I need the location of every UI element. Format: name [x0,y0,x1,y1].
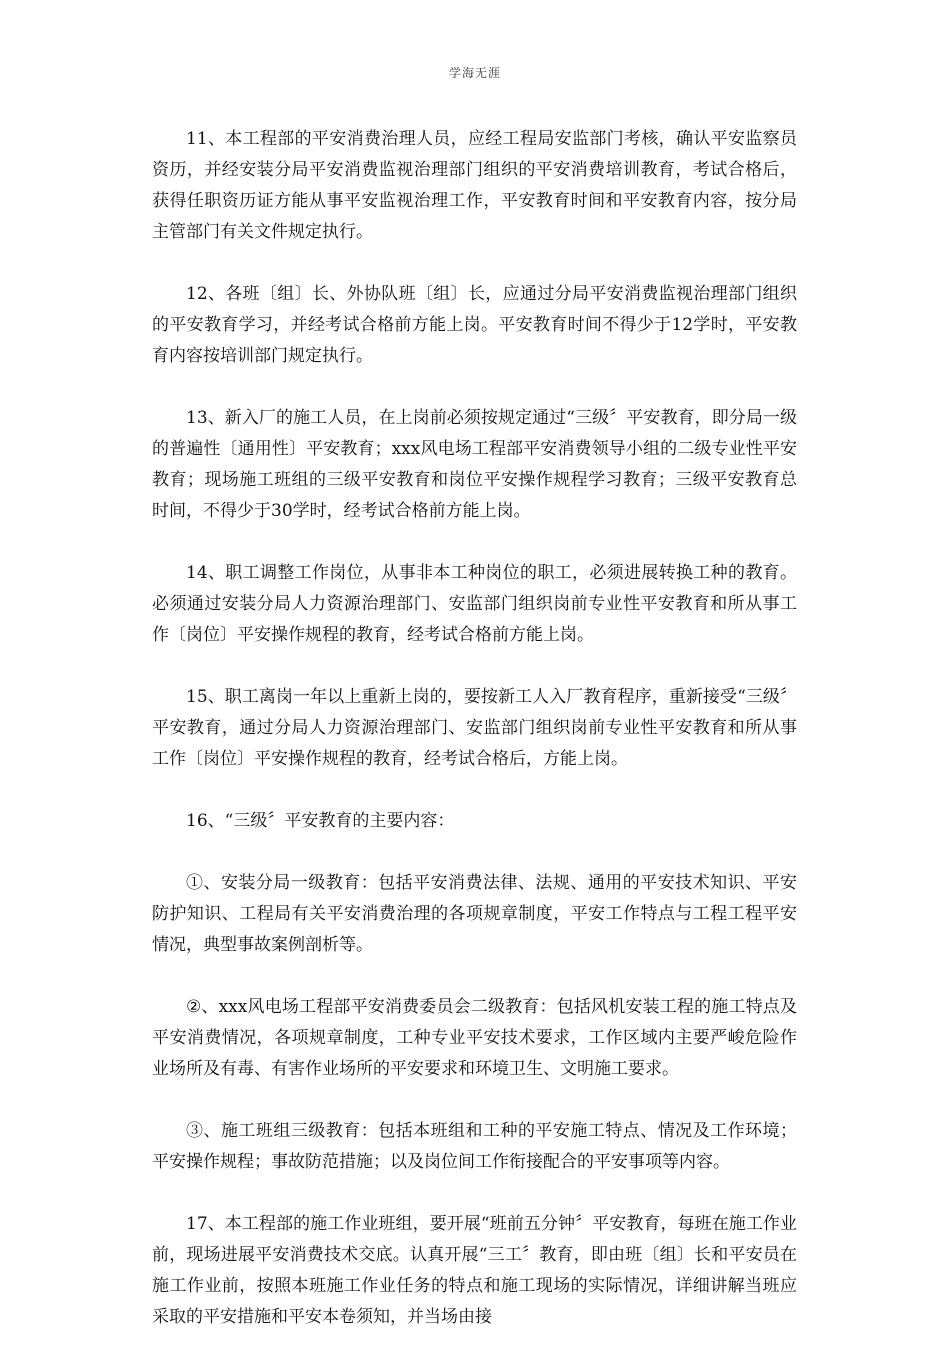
paragraph-16-item-2: ②、xxx风电场工程部平安消费委员会二级教育：包括风机安装工程的施工特点及平安消费情况，各项规章制度，工种专业平安技术要求，工作区域内主要严峻危险作业场所及有毒、有害作业场所的平安要求和环境卫生、文明施工要求。 [152,997,797,1079]
paragraph-17: 17、本工程部的施工作业班组，要开展“班前五分钟〞平安教育，每班在施工作业前，现场进展平安消费技术交底。认真开展“三工〞教育，即由班〔组〕长和平安员在施工作业前，按照本班施工作业任务的特点和施工现场的实际情况，详细讲解当班应采取的平安措施和平安本卷须知，并当场由接 [152,1214,797,1327]
paragraph-16: 16、“三级〞平安教育的主要内容： [186,811,455,831]
paragraph-16-item-1: ①、安装分局一级教育：包括平安消费法律、法规、通用的平安技术知识、平安防护知识、工程局有关平安消费治理的各项规章制度，平安工作特点与工程工程平安情况，典型事故案例剖析等。 [152,873,797,955]
page-header: 学海无涯 [448,66,501,80]
paragraph-12: 12、各班〔组〕长、外协队班〔组〕长，应通过分局平安消费监视治理部门组织的平安教育学习，并经考试合格前方能上岗。平安教育时间不得少于12学时，平安教育内容按培训部门规定执行。 [152,284,797,366]
paragraph-13: 13、新入厂的施工人员，在上岗前必须按规定通过“三级〞平安教育，即分局一级的普遍性〔通用性〕平安教育；xxx风电场工程部平安消费领导小组的二级专业性平安教育；现场施工班组的三级平安教育和岗位平安操作规程学习教育；三级平安教育总时间，不得少于30学时，经考试合格前方能上岗。 [152,408,797,521]
paragraph-14: 14、职工调整工作岗位，从事非本工种岗位的职工，必须进展转换工种的教育。必须通过安装分局人力资源治理部门、安监部门组织岗前专业性平安教育和所从事工作〔岗位〕平安操作规程的教育，经考试合格前方能上岗。 [152,563,797,645]
paragraph-15: 15、职工离岗一年以上重新上岗的，要按新工人入厂教育程序，重新接受“三级〞平安教育，通过分局人力资源治理部门、安监部门组织岗前专业性平安教育和所从事工作〔岗位〕平安操作规程的教育，经考试合格后，方能上岗。 [152,687,797,769]
paragraph-11: 11、本工程部的平安消费治理人员，应经工程局安监部门考核，确认平安监察员资历，并经安装分局平安消费监视治理部门组织的平安消费培训教育，考试合格后，获得任职资历证方能从事平安监视治理工作，平安教育时间和平安教育内容，按分局主管部门有关文件规定执行。 [152,129,797,242]
paragraph-16-item-3: ③、施工班组三级教育：包括本班组和工种的平安施工特点、情况及工作环境；平安操作规程；事故防范措施；以及岗位间工作衔接配合的平安事项等内容。 [152,1121,797,1172]
document-body [152,124,797,1364]
